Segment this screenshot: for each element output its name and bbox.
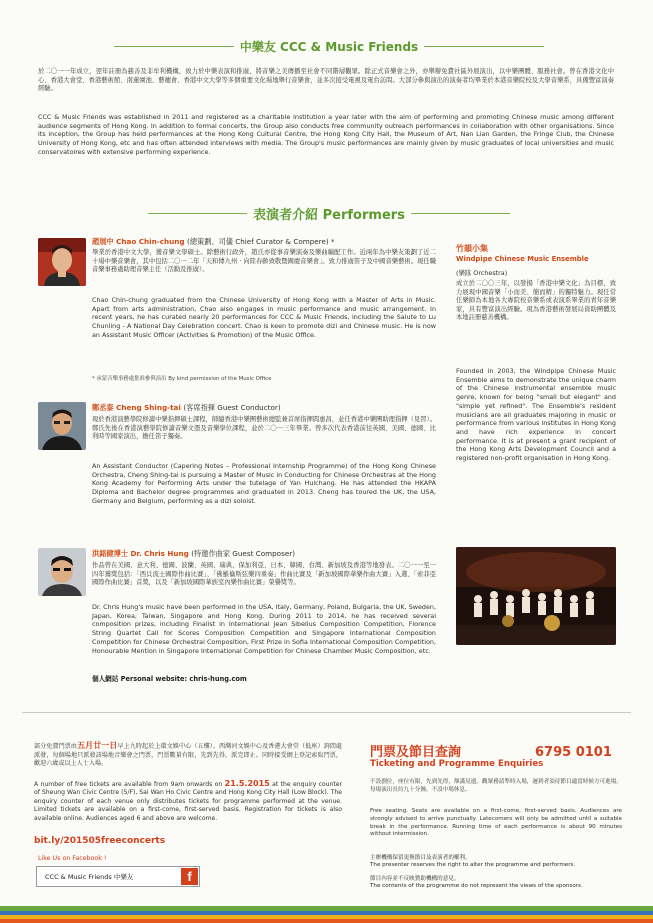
divider [411,213,510,214]
ensemble-photo [456,547,616,645]
friends-section-header [114,38,544,55]
notes-en: Free seating. Seats are available on a first-come, first-served basis. Audiences are strongly advised to arrive punctually. Latecomers will only be admitted until a suitable break in the performance. Running time of each performance is about 90 minutes without intermission. [370,808,622,838]
ensemble-subtitle: (樂隊 Orchestra) [456,269,508,277]
performer-bio-en-chao: Chao Chin-chung graduated from the Chinese University of Hong Kong with a Master of Arts in Music. Apart from arts administration, Chao also engages in music performance and music arrangement. In recent years, he has curated nearly 20 performances for CCC & Music Friends, including the Salute to Lu Chunling - A National Day Celebration concert. Chao is keen to promote dizi and Chinese music. He is now an Assistant Music Officer (Activities & Promotion) of the Music Office. [92,296,436,339]
ensemble-name-zh: 竹韻小集 [456,244,488,253]
performer-role: (特邀作曲家 Guest Composer) [191,549,296,558]
performer-bio-zh-chao: 畢業於香港中文大學，獲音樂文學碩士。除藝術行政外，趙氏亦從事音樂演奏及樂曲編配工作。近兩年為中樂友策劃了近二十場中樂音樂會，其中包括二〇一二年「天和傳九州 · 向陸春齡致敬暨國慶音樂會」。致力推廣笛子及中國音樂藝術。現任職音樂事務處助理音樂主任（活動及推廣）。 [92,249,436,274]
facebook-icon: f [181,868,198,885]
performer-name-hung: 洪銘健博士 Dr. Chris Hung (特邀作曲家 Guest Composer) [92,549,296,558]
performer-bio-en-hung: Dr. Chris Hung's music have been performed in the USA, Italy, Germany, Poland, Bulgaria, the UK, Sweden, Japan, Korea, Taiwan, Singapore and Hong Kong. During 2011 to 2014, he has received several composition prizes, including Finalist in International Jean Sibelius Composition Competition, Florence String Quartet Call for Scores Composition Competition and Singapore International Composition Competition for Chinese Orchestral Composition, First Prize in Sofia International Composition Competition, Honourable Mention in Singapore International Competition for Chinese Chamber Music Composition, etc. [92,603,436,655]
facebook-button[interactable] [36,866,200,887]
friends-intro-zh: 於二〇一一年成立，翌年註冊為慈善及非牟利機構，致力於中樂表演和推廣，將音樂之美傳播至社會不同階層觀眾。除正式音樂會之外，亦舉辦免費社區外展演出，以中樂團體、服務社會。曾在香港文化中心、香港大會堂、香港藝術館、南蓮園池、藝穗會、香港中文大學等多個重要文化場地舉行音樂會，並多次接受電視及電台訪問。大部分參與演出的演奏者均畢業於本港音樂院校及大學音樂系，具備豐富演奏經驗。 [38,68,614,93]
divider [114,46,234,47]
views-zh: 節目內容並不反映贊助機構的意見。 [370,876,460,882]
ensemble-bio-en: Founded in 2003, the Windpipe Chinese Music Ensemble aims to demonstrate the unique charm of the Chinese instrumental ensemble music genre, known for being "small but elegant" and "simple yet refined". The Ensemble's resident musicians are all graduates majoring in music or performance from various institutes in Hong Kong and have rich experience in concert performance. It is at present a grant recipient of the Hong Kong Arts Development Council and a registered non-profit organisation in Hong Kong. [456,367,616,463]
performer-photo-chao [38,238,86,286]
performer-photo-hung [38,548,86,596]
friends-intro-en: CCC & Music Friends was established in 2011 and registered as a charitable institution a year later with the aim of performing and promoting Chinese music among different audience segments of Hong Kong. In addition to formal concerts, the Group also conducts free community outreach performances in collaboration with other organisations. Since its inception, the Group has held performances at the Hong Kong Cultural Centre, the Hong Kong City Hall, the Museum of Art, Nan Lian Garden, the Fringe Club, the Chinese University of Hong Kong, etc and has often attended interviews with media. The Group's music performances are mainly given by music graduates of local universities and music conservatoires with extensive performing experience. [38,113,614,156]
portrait-image [38,238,86,286]
portrait-image [38,402,86,450]
free-tickets-date-en: 21.5.2015 [224,779,270,788]
performer-footnote: * 承蒙音樂事務處批准參與演出 By kind permission of the Music Office [92,376,272,382]
performer-name-cheng: 鄭丞泰 Cheng Shing-tai (客席指揮 Guest Conductor) [92,403,281,412]
performer-role: (總策劃、司儀 Chief Curator & Compere) * [187,237,335,246]
footer-stripe-orange [0,919,653,923]
friends-title-en: CCC & Music Friends [280,40,419,54]
performer-bio-zh-cheng: 現於香港演藝學院修讀中樂指揮碩士課程，師隨香港中樂團藝術總監兼首席指揮閻惠昌，並任香港中樂團助理指揮（見習）。鄭氏先後在香港演藝學院修讀音樂文憑及音樂學位課程，並於二〇一三年畢業。曾多次代表香港前往英國、美國、德國、比利時等國家演出，擔任笛子獨奏。 [92,416,436,441]
performer-bio-zh-hung: 作品曾在美國、意大利、德國、波蘭、英國、瑞典、保加利亞、日本、韓國、台灣、新加坡及香港等地發表。二〇一一至一四年獲獎包括：「西貝流士國際作曲比賽」、「佛羅倫斯弦樂四重奏」作曲比賽及「新加坡國際華樂作曲大賽」入選、「索菲亞國際作曲比賽」首獎，以及「新加坡國際華族室內樂作曲比賽」榮譽獎等。 [92,562,436,587]
enquiry-phone[interactable]: 6795 0101 [535,745,612,760]
facebook-page-name: CCC & Music Friends 中樂友 [45,873,134,881]
divider [424,46,544,47]
performer-photo-cheng [38,402,86,450]
enquiry-title-zh: 門票及節目查詢 [370,745,462,760]
views-en: The contents of the programme do not represent the views of the sponsors. [370,883,583,889]
friends-title-zh: 中樂友 [239,40,276,54]
rights-en: The presenter reserves the right to alter the programme and performers. [370,862,576,868]
performer-role: (客席指揮 Guest Conductor) [183,403,281,412]
performers-title-zh: 表演者介紹 [253,208,319,223]
performer-bio-en-cheng: An Assistant Conductor (Capering Notes – Professional Internship Programme) of the Hong Kong Chinese Orchestra, Cheng Shing-tai is pursuing a Master of Music in Conducting for Chinese Orchestras at the Hong Kong Academy for Performing Arts under the tutelage of Yan Huichang. He has attended the HKAPA Diploma and Bachelor degree programmes and graduated in 2013. Cheng has toured the UK, the USA, Germany and Belgium, performing as a dizi soloist. [92,462,436,505]
performer-website[interactable]: 個人網站 Personal website: chris-hung.com [92,675,247,683]
ensemble-bio-zh: 成立於二〇〇三年，以發揚「香港中樂文化」為目標，致力展現中國音樂「小而美、簡而精」的獨特魅力。現任常任樂師為本地各大專院校音樂系或表演系畢業的青年音樂家，具有豐富演出經驗。現為香港藝術發展局資助團體及本地註冊慈善機構。 [456,280,616,322]
divider [148,213,247,214]
notes-zh: 不設劃位，座位有限，先到先得，額滿見遺。觀眾務請準時入場，遲到者須待節目適當時候方可進場。每場演出長約九十分鐘，不設中場休息。 [370,779,622,793]
divider [22,712,631,713]
ensemble-name-en: Windpipe Chinese Music Ensemble [456,255,589,263]
friends-section-title [234,38,424,55]
free-tickets-link[interactable]: bit.ly/201505freeconcerts [34,836,166,846]
free-tickets-zh: 部分免費門票由五月廿一日早上九時起於上環文娛中心（五樓）、西灣河文娛中心及香港大會堂（低座）詢問處派發，每個場地只派發該場地音樂會之門票，門票數量有限，先到先得，派完即止。同時接受網上登記索取門票，歡迎六歲或以上人士入場。 [34,741,343,768]
enquiry-title-en: Ticketing and Programme Enquiries [370,759,544,769]
portrait-image [38,548,86,596]
free-tickets-en: A number of free tickets are available from 9am onwards on 21.5.2015 at the enquiry counter of Sheung Wan Civic Centre (5/F), Sai Wan Ho Civic Centre and Hong Kong City Hall (Low Block). The enquiry counter of each venue only distributes tickets for programme performed at the venue. Limited tickets are available on a first-come, first-served basis. Registration for tickets is also available online. Audiences aged 6 and above are welcome. [34,779,343,822]
performers-section-header [148,204,510,223]
performer-name-chao: 趙展中 Chao Chin-chung (總策劃、司儀 Chief Curator & Compere) * [92,237,335,246]
rights-zh: 主辦機構保留更換節目及表演者的權利。 [370,855,471,861]
free-tickets-date-zh: 五月廿一日 [77,741,118,750]
orchestra-image [456,547,616,645]
performers-title-en: Performers [322,208,405,223]
performers-section-title [247,204,411,223]
facebook-like-label: Like Us on Facebook ! [38,855,107,862]
